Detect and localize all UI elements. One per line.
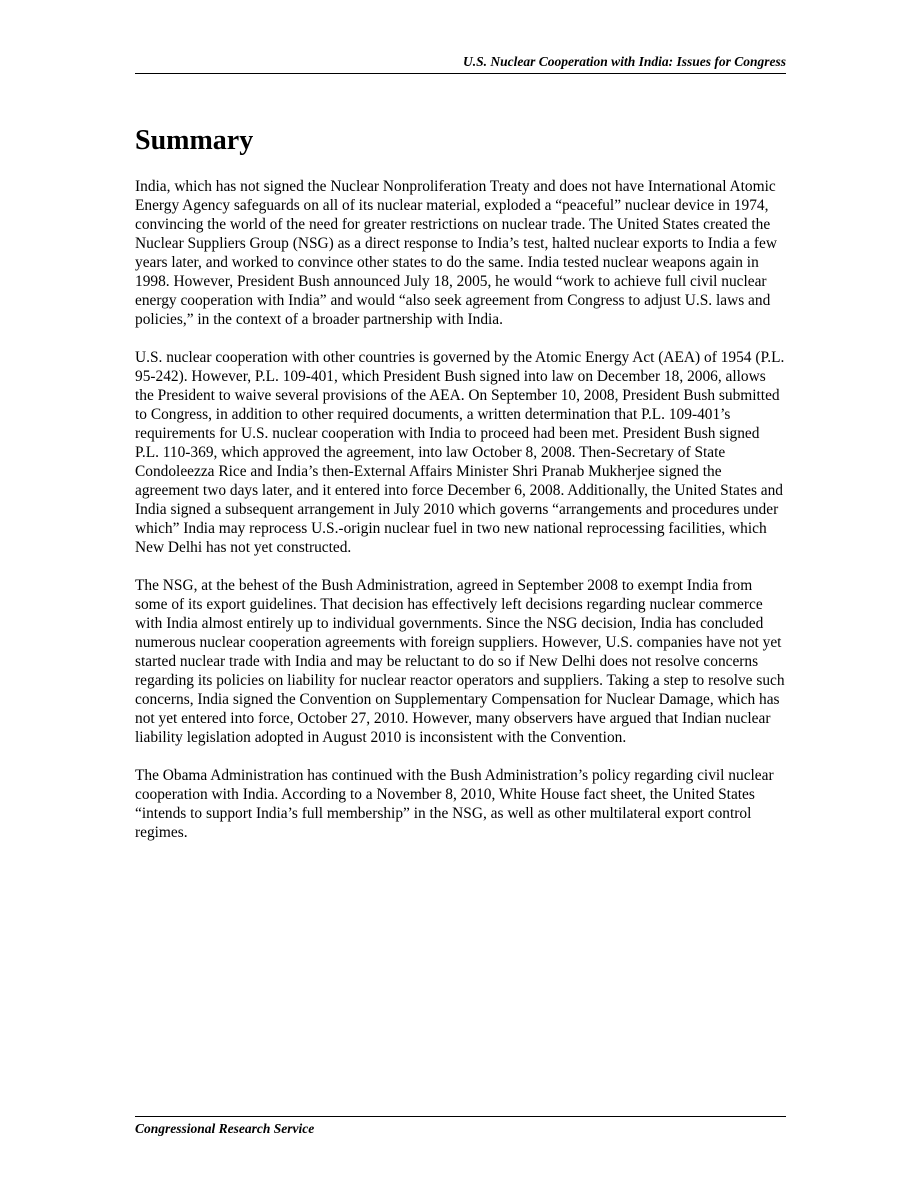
header-divider (135, 73, 786, 74)
running-footer-publisher: Congressional Research Service (135, 1121, 315, 1136)
summary-body (135, 177, 786, 861)
page-title: Summary (135, 125, 254, 156)
summary-paragraph-3: The NSG, at the behest of the Bush Administration, agreed in September 2008 to exempt India from some of its export guidelines. That decision has effectively left decisions regarding nuclear commerce with India almost entirely up to individual governments. Since the NSG decision, India has concluded numerous nuclear cooperation agreements with foreign suppliers. However, U.S. companies have not yet started nuclear trade with India and may be reluctant to do so if New Delhi does not resolve concerns regarding its policies on liability for nuclear reactor operators and suppliers. Taking a step to resolve such concerns, India signed the Convention on Supplementary Compensation for Nuclear Damage, which has not yet entered into force, October 27, 2010. However, many observers have argued that Indian nuclear liability legislation adopted in August 2010 is inconsistent with the Convention. (135, 577, 785, 746)
summary-paragraph-4: The Obama Administration has continued with the Bush Administration’s policy regarding civil nuclear cooperation with India. According to a November 8, 2010, White House fact sheet, the United States “intends to support India’s full membership” in the NSG, as well as other multilateral export control regimes. (135, 767, 774, 841)
summary-paragraph-1: India, which has not signed the Nuclear Nonproliferation Treaty and does not have International Atomic Energy Agency safeguards on all of its nuclear material, exploded a “peaceful” nuclear device in 1974, convincing the world of the need for greater restrictions on nuclear trade. The United States created the Nuclear Suppliers Group (NSG) as a direct response to India’s test, halted nuclear exports to India a few years later, and worked to convince other states to do the same. India tested nuclear weapons again in 1998. However, President Bush announced July 18, 2005, he would “work to achieve full civil nuclear energy cooperation with India” and would “also seek agreement from Congress to adjust U.S. laws and policies,” in the context of a broader partnership with India. (135, 178, 777, 328)
footer-divider (135, 1116, 786, 1117)
summary-paragraph-2: U.S. nuclear cooperation with other countries is governed by the Atomic Energy Act (AEA) of 1954 (P.L. 95-242). However, P.L. 109-401, which President Bush signed into law on December 18, 2006, allows the President to waive several provisions of the AEA. On September 10, 2008, President Bush submitted to Congress, in addition to other required documents, a written determination that P.L. 109-401’s requirements for U.S. nuclear cooperation with India to proceed had been met. President Bush signed P.L. 110-369, which approved the agreement, into law October 8, 2008. Then-Secretary of State Condoleezza Rice and India’s then-External Affairs Minister Shri Pranab Mukherjee signed the agreement two days later, and it entered into force December 6, 2008. Additionally, the United States and India signed a subsequent arrangement in July 2010 which governs “arrangements and procedures under which” India may reprocess U.S.-origin nuclear fuel in two new national reprocessing facilities, which New Delhi has not yet constructed. (135, 349, 785, 556)
running-header-title: U.S. Nuclear Cooperation with India: Issues for Congress (463, 54, 786, 69)
